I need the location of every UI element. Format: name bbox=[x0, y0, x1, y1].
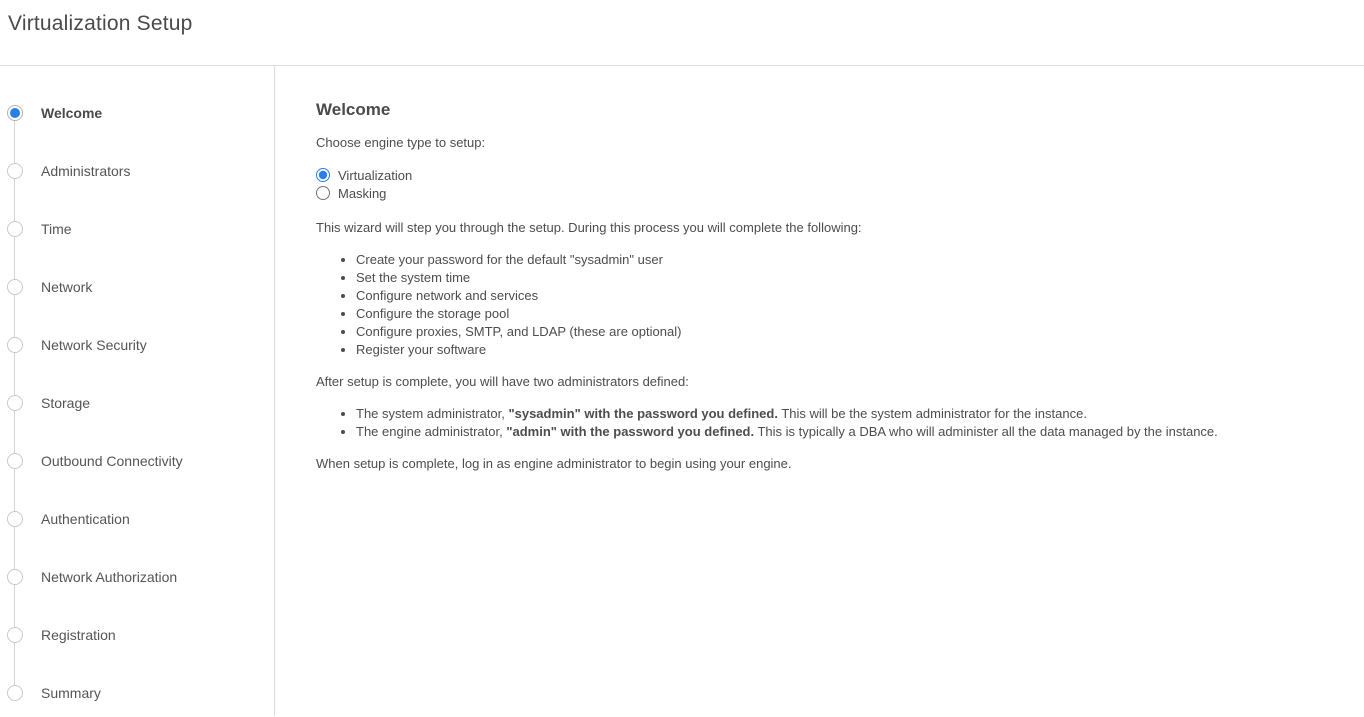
step-label: Network Security bbox=[41, 337, 147, 353]
step-radio-icon bbox=[7, 279, 23, 295]
step-radio-icon bbox=[7, 395, 23, 411]
step-radio-icon bbox=[7, 685, 23, 701]
setup-task-item: • Configure the storage pool bbox=[356, 305, 1324, 323]
step-label: Storage bbox=[41, 395, 91, 411]
setup-task-list bbox=[316, 251, 1324, 359]
setup-task-item: • Configure network and services bbox=[356, 287, 1324, 305]
step-label: Outbound Connectivity bbox=[41, 453, 183, 469]
step-radio-icon bbox=[7, 453, 23, 469]
engine-radio[interactable] bbox=[316, 186, 330, 200]
admins-intro-text: After setup is complete, you will have two administrators defined: bbox=[316, 374, 689, 389]
admin-item-bold: "admin" with the password you defined. bbox=[506, 424, 755, 439]
section-heading: Welcome bbox=[316, 100, 391, 119]
setup-task-item: • Configure proxies, SMTP, and LDAP (these are optional) bbox=[356, 323, 1324, 341]
engine-radio-label: Virtualization bbox=[338, 167, 413, 183]
step-radio-icon bbox=[7, 627, 23, 643]
admin-item-bold: "sysadmin" with the password you defined. bbox=[508, 406, 778, 421]
step-label: Network bbox=[41, 279, 93, 295]
step-label: Summary bbox=[41, 685, 101, 701]
step-radio-icon bbox=[7, 337, 23, 353]
wizard-intro-text: This wizard will step you through the setup. During this process you will complete the following: bbox=[316, 220, 862, 235]
step-label: Authentication bbox=[41, 511, 130, 527]
choose-engine-label: Choose engine type to setup: bbox=[316, 135, 486, 150]
admin-item-suffix: This will be the system administrator for the instance. bbox=[777, 406, 1087, 421]
sidebar-step-network-authorization[interactable] bbox=[0, 548, 274, 606]
admin-item-prefix: The engine administrator, bbox=[356, 424, 507, 439]
sidebar-step-welcome[interactable] bbox=[0, 84, 274, 142]
outro-text: When setup is complete, log in as engine administrator to begin using your engine. bbox=[316, 456, 792, 471]
page-header bbox=[0, 0, 1364, 66]
sidebar-step-administrators[interactable] bbox=[0, 142, 274, 200]
engine-radio-label: Masking bbox=[338, 185, 387, 201]
step-radio-icon bbox=[7, 221, 23, 237]
setup-task-item: • Set the system time bbox=[356, 269, 1324, 287]
sidebar-step-summary[interactable] bbox=[0, 664, 274, 717]
step-label: Welcome bbox=[41, 105, 103, 121]
admin-item-prefix: The system administrator, bbox=[356, 406, 509, 421]
sidebar-step-network-security[interactable] bbox=[0, 316, 274, 374]
admin-item bbox=[356, 423, 1324, 441]
engine-option-masking[interactable] bbox=[316, 184, 1324, 202]
sidebar-step-network[interactable] bbox=[0, 258, 274, 316]
engine-option-virtualization[interactable] bbox=[316, 166, 1324, 184]
admin-item-suffix: This is typically a DBA who will administer all the data managed by the instance. bbox=[754, 424, 1218, 439]
admin-item bbox=[356, 405, 1324, 423]
setup-task-item: • Create your password for the default "sysadmin" user bbox=[356, 251, 1324, 269]
sidebar-step-registration[interactable] bbox=[0, 606, 274, 664]
step-radio-icon bbox=[7, 105, 23, 121]
step-label: Time bbox=[41, 221, 72, 237]
step-label: Network Authorization bbox=[41, 569, 178, 585]
step-radio-icon bbox=[7, 511, 23, 527]
content-wrap bbox=[0, 66, 1364, 716]
sidebar-step-time[interactable] bbox=[0, 200, 274, 258]
step-label: Registration bbox=[41, 627, 116, 643]
setup-task-item: • Register your software bbox=[356, 341, 1324, 359]
admin-list bbox=[316, 405, 1324, 441]
sidebar-step-storage[interactable] bbox=[0, 374, 274, 432]
page-title: Virtualization Setup bbox=[8, 12, 193, 35]
engine-radio[interactable] bbox=[316, 168, 330, 182]
step-radio-icon bbox=[7, 163, 23, 179]
engine-type-radio-group bbox=[316, 166, 1324, 202]
setup-steps-nav bbox=[0, 66, 275, 716]
step-radio-icon bbox=[7, 569, 23, 585]
step-label: Administrators bbox=[41, 163, 131, 179]
sidebar-step-outbound-connectivity[interactable] bbox=[0, 432, 274, 490]
sidebar-step-authentication[interactable] bbox=[0, 490, 274, 548]
main-panel bbox=[275, 66, 1364, 716]
